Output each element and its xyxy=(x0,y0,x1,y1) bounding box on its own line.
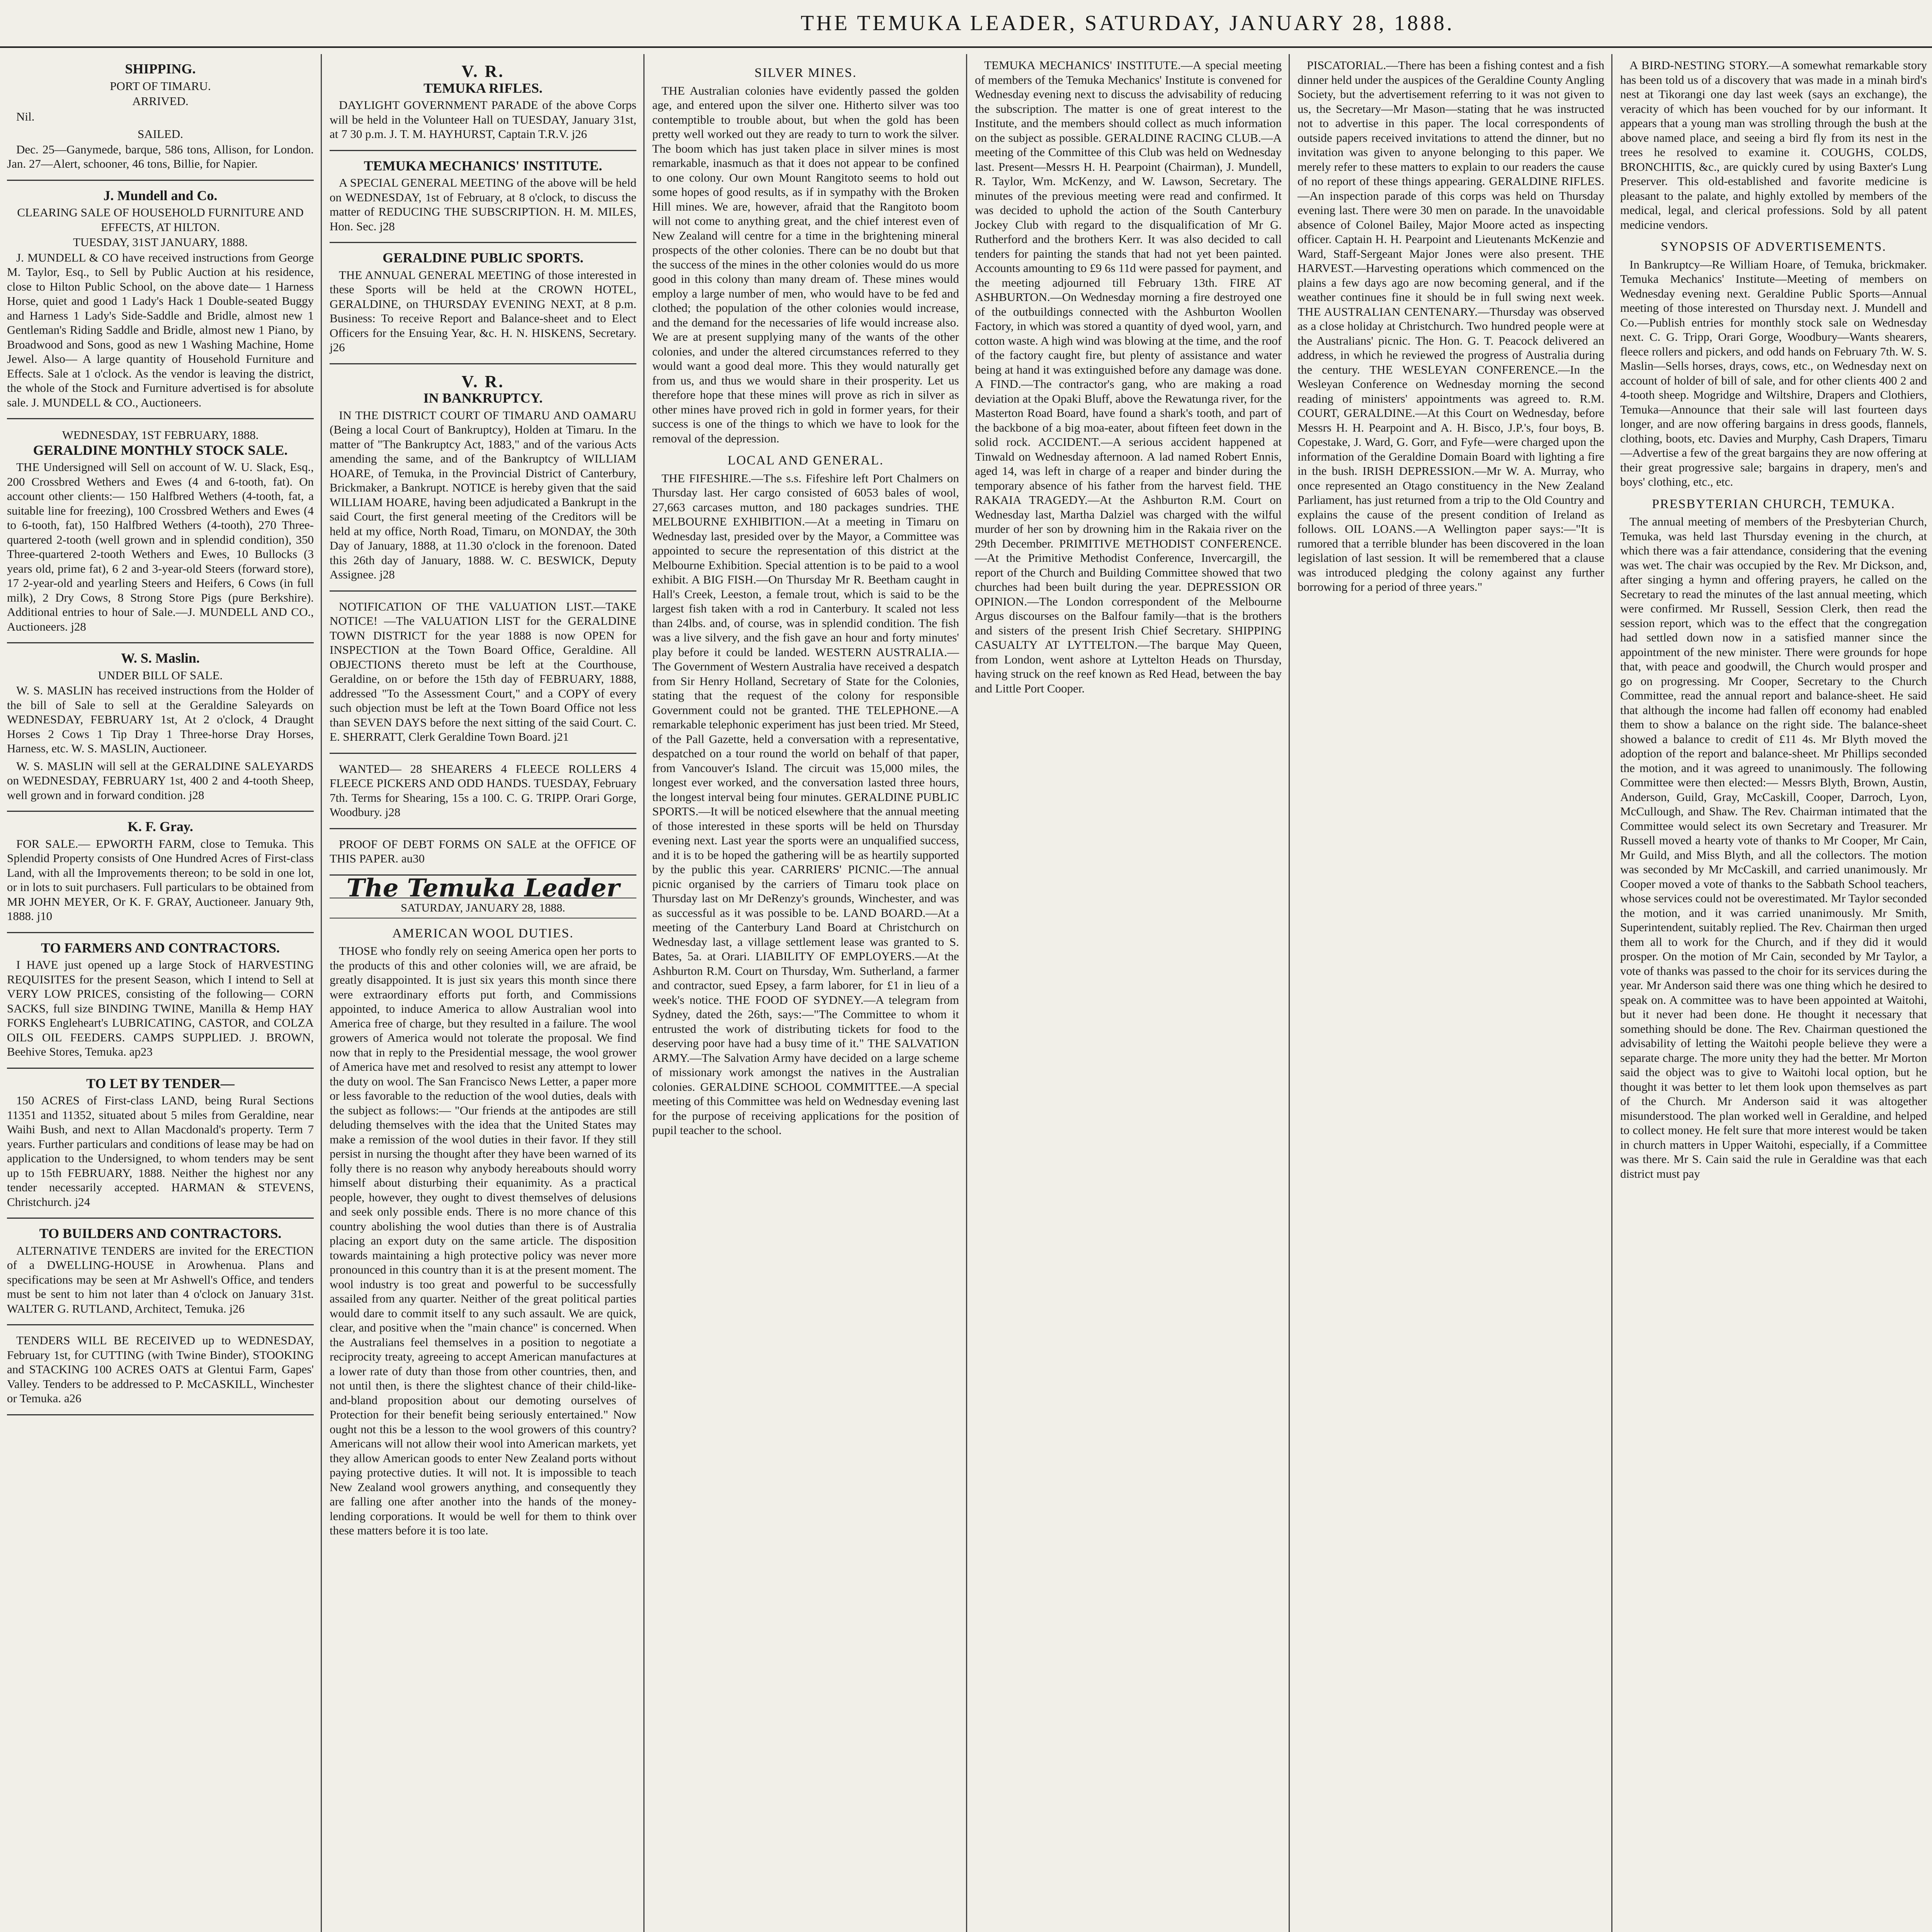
presby-body: The annual meeting of members of the Presbyterian Church, Temuka, was held last Thursday evening in the church, at which there was a fair attendance, considering that the evening was wet. The chair was occupied by the Rev. Mr Dickson, and, after singing a hymn and offering prayers, he called on the Secretary to read the minutes of the last annual meeting, which were confirmed. Mr Russell, Session Clerk, then read the session report, which was to the effect that the congregation had settled down now in a satisfied manner since the appointment of the new minister. There were grounds for hope that, with peace and goodwill, the Church would prosper and go on progressing. Mr Cooper, Secretary to the Church Committee, read the annual report and balance-sheet. He said that although the income had fallen off economy had enabled them to show a balance on the right side. The balance-sheet showed a balance to credit of £11 4s. Mr Blyth moved the adoption of the report and balance-sheet. Mr Phillips seconded the motion, and it was agreed to unanimously. The following Committee were then elected:— Messrs Blyth, Brown, Austin, Anderson, Guild, Gray, McCaskill, Cooper, Darroch, Lyon, McCullough, and Shaw. The Rev. Chairman intimated that the Committee would select its own Secretary and Treasurer. Mr Russell moved a hearty vote of thanks to Mr Cooper, Mr Cain, Mr Guild, and Miss Blyth, and all the collectors. The motion was seconded by Mr McCaskill, and carried unanimously. Mr Cooper moved a vote of thanks to the Sabbath School teachers, whose services could not be overestimated. Mr Taylor seconded the motion, and it was carried unanimously. Mr Smith, Superintendent, suitably replied. The Rev. Chairman then urged them all to work for the Church, and if they did it would prosper. On the motion of Mr Cain, seconded by Mr Taylor, a vote of thanks was passed to the choir for its services during the year. Mr Anderson said there was one thing which he desired to speak on. A committee was to have been appointed at Waitohi, but it never had been done. He thought it necessary that something should be done. The Rev. Chairman questioned the advisability of letting the Waitohi people believe they were a separate charge. The more unity they had the better. Mr Morton said the object was to give to Waitohi local option, but he thought it was better to let them look upon themselves as part of the Church. Mr Anderson said it was altogether misunderstood. The plan worked well in Geraldine, and helped to collect money. He felt sure that more interest would be taken in church matters in Upper Waitohi, especially, if a Committee was there. Mr S. Cain said the rule in Geraldine was that each district must pay xyxy=(1620,515,1927,1180)
arrived-label: ARRIVED. xyxy=(132,94,189,108)
col6-body: A BIRD-NESTING STORY.—A somewhat remarkable story has been told us of a discovery that was made in a minah bird's nest at Tikorangi one day last week (says an exchange), the veracity of which has been vouched for by our informant. It appears that a young man was strolling through the bush at the above named place, and seeing a bird fly from its nest in the trees he resolved to examine it. COUGHS, COLDS, BRONCHITIS, &c., are quickly cured by using Baxter's Lung Preserver. This old-established and favorite medicine is pleasant to the palate, and highly extolled by members of the medical, legal, and clerical professions. Sold by all patent medicine vendors. xyxy=(1620,58,1927,231)
paper-title: The Temuka Leader xyxy=(346,873,620,903)
maslin-ad xyxy=(7,647,314,812)
farmers-ad xyxy=(7,937,314,1069)
column-5 xyxy=(1291,58,1611,1932)
clearing-body: J. MUNDELL & CO have received instructions from George M. Taylor, Esq., to Sell by Public Auction at his residence, close to Hilton Public School, on the above date— 1 Harness Horse, quiet and good 1 Lady's Hack 1 Double-seated Buggy and Harness 1 Lady's Side-Saddle and Bridle, almost new 1 Gentleman's Riding Saddle and Bridle, almost new 1 Piano, by Broadwood and Sons, good as new 1 Washing Machine, Home Jewel. Also— A large quantity of Household Furniture and Effects. Sale at 1 o'clock. As the vendor is leaving the district, the whole of the Stock and Furniture advertised is for absolute sale. J. MUNDELL & CO., Auctioneers. xyxy=(7,250,314,409)
farmers-body: I HAVE just opened up a large Stock of HARVESTING REQUISITES for the present Season, which I intend to Sell at VERY LOW PRICES, consisting of the following— CORN SACKS, full size BINDING TWINE, Manilla & Hemp HAY FORKS Engleheart's LUBRICATING, CASTOR, and COLZA OILS OIL FEEDERS. CAMPS SUPPLIED. J. BROWN, Beehive Stores, Temuka. ap23 xyxy=(7,958,314,1058)
geraldine-title: GERALDINE MONTHLY STOCK SALE. xyxy=(33,442,288,458)
gray-body: FOR SALE.— EPWORTH FARM, close to Temuka. This Splendid Property consists of One Hundred Acres of First-class Land, with all the Improvements thereon; to be sold in one lot, or in lots to suit purchasers. Full particulars to be obtained from MR JOHN MEYER, Or K. F. GRAY, Auctioneer. January 9th, 1888. j10 xyxy=(7,837,314,923)
bankruptcy-ad xyxy=(330,368,636,592)
tolet-body: 150 ACRES of First-class LAND, being Rural Sections 11351 and 11352, situated about 5 miles from Geraldine, near Waihi Bush, and next to Allan Macdonald's property. Term 7 years. Further particulars and conditions of lease may be had on application to the Undersigned, to whom tenders may be sent up to 15th FEBRUARY, 1888. Neither the highest nor any tender necessarily accepted. HARMAN & STEVENS, Christchurch. j24 xyxy=(7,1094,314,1209)
maslin-title: W. S. Maslin. xyxy=(121,650,200,666)
column-4 xyxy=(968,58,1289,1932)
vr-mark: V. R. xyxy=(461,62,505,81)
shipping-section xyxy=(7,58,314,181)
valuation-ad xyxy=(330,595,636,754)
mundell-title: J. Mundell and Co. xyxy=(103,187,218,203)
institute-title: TEMUKA MECHANICS' INSTITUTE. xyxy=(364,158,602,173)
bankruptcy-body: IN THE DISTRICT COURT OF TIMARU AND OAMARU (Being a local Court of Bankruptcy), Holden at Timaru. In the matter of "The Bankruptcy Act, 1883," and of the various Acts amending the same, and of the Bankruptcy of WILLIAM HOARE, of Temuka, in the Provincial District of Canterbury, Brickmaker, a Bankrupt. NOTICE is hereby given that the said WILLIAM HOARE, having been adjudicated a Bankrupt in the said Court, the first general meeting of the Creditors will be held at my office, North Road, Timaru, on MONDAY, the 30th Day of January, 1888, at 11.30 o'clock in the forenoon. Dated this 26th day of January, 1888. W. C. BESWICK, Deputy Assignee. j28 xyxy=(330,408,636,581)
geraldine-stock-ad xyxy=(7,423,314,643)
geraldine-date: WEDNESDAY, 1ST FEBRUARY, 1888. xyxy=(62,428,259,442)
vr-mark-2: V. R. xyxy=(461,372,505,391)
rifles-title: TEMUKA RIFLES. xyxy=(423,80,543,96)
synopsis-title: SYNOPSIS OF ADVERTISEMENTS. xyxy=(1661,240,1886,254)
under-bill-title: UNDER BILL OF SALE. xyxy=(98,668,223,682)
bankruptcy-title: IN BANKRUPTCY. xyxy=(423,390,543,406)
maslin-body-1: W. S. MASLIN has received instructions from the Holder of the bill of Sale to sell at the Geraldine Saleyards on WEDNESDAY, FEBRUARY 1st, At 2 o'clock, 4 Draught Horses 2 Cows 1 Tip Dray 1 Three-horse Dray Horses, Harness, etc. W. S. MASLIN, Auctioneer. xyxy=(7,684,314,755)
silver-body: THE Australian colonies have evidently passed the golden age, and entered upon the silver one. Hitherto silver was too contemptible to trouble about, but when the gold has been pretty well worked out they are ready to turn to work the silver. The boom which has just taken place in silver mines is most remarkable, inasmuch as that it does not appear to be confined to one colony. Our own Mount Rangitoto seems to hold out some hopes of good results, as if in sympathy with the Broken Hill mines. We are, however, afraid that the Rangitoto boom will not come to anything great, and the chief interest even of New Zealand will centre for a time in the brightening mineral prospects of the other colonies. There can be no doubt but that the success of the mines in the other colonies would do us more good in this colony than many dream of. These mines would employ a large number of men, who would have to be fed and clothed; the population of the other colonies would increase, and the demand for the necessaries of life would increase also. We are at present supplying many of the wants of the other colonies, and under the altered circumstances referred to they would want a good deal more. This they would naturally get from us, and thus we would share in their prosperity. Let us therefore hope that these mines will prove as rich in silver as other mines have proved rich in gold in former years, for their success is one of the things to which we have to look for the removal of the depression. xyxy=(652,83,959,445)
paper-date: SATURDAY, JANUARY 28, 1888. xyxy=(330,898,636,918)
sailed-text: Dec. 25—Ganymede, barque, 586 tons, Allison, for London. Jan. 27—Alert, schooner, 46 tons, Billie, for Napier. xyxy=(7,142,314,170)
arrived-text: Nil. xyxy=(16,109,35,123)
col4-body: TEMUKA MECHANICS' INSTITUTE.—A special meeting of members of the Temuka Mechanics' Institute is convened for Wednesday evening next to discuss the advisability of reducing the subscription. The matter is one of great interest to the Institute, and the members should collect as much information on the subject as possible. GERALDINE RACING CLUB.—A meeting of the Committee of this Club was held on Wednesday last. Present—Messrs H. H. Pearpoint (Chairman), J. Mundell, R. Taylor, Wm. McKenzy, and W. Lawson, Secretary. The minutes of the previous meeting were read and confirmed. It was decided to uphold the action of the South Canterbury Jockey Club with regard to the disqualification of Mr G. Rutherford and the brothers Kerr. It was also decided to call tenders for painting the stands that had not yet been painted. Accounts amounting to £9 6s 11d were passed for payment, and the meeting adjourned till February 13th. FIRE AT ASHBURTON.—On Wednesday morning a fire destroyed one of the outbuildings connected with the Ashburton Woollen Factory, in which was stored a quantity of dyed wool, yarn, and cotton waste. A high wind was blowing at the time, and the roof of the factory caught fire, but plenty of assistance and water being at hand it was extinguished before any damage was done. A FIND.—The contractor's gang, who are making a road deviation at the Opaki Bluff, above the Rewatunga river, for the Masterton Road Board, have found a shark's tooth, and part of the backbone of a big moa-eater, about fifteen feet down in the solid rock. ACCIDENT.—A serious accident happened at Tinwald on Wednesday afternoon. A lad named Robert Ennis, aged 14, was left in charge of a reaper and binder during the temporary absence of his father from the harvest field. THE RAKAIA TRAGEDY.—At the Ashburton R.M. Court on Wednesday last, Martha Dalziel was charged with the wilful murder of her son by drowning him in the Rakaia river on the 29th December. PRIMITIVE METHODIST CONFERENCE.—At the Primitive Methodist Conference, Invercargill, the report of the Church and Building Committee showed that two churches had been built during the year. DEPRESSION OR OPINION.—The London correspondent of the Melbourne Argus discourses on the Balfour family—that is the brothers and sisters of the present Irish Chief Secretary. SHIPPING CASUALTY AT LYTTELTON.—The barque May Queen, from London, went ashore at Lyttelton Heads on Thursday, having struck on the reef known as Red Head, between the bay and Little Port Cooper. xyxy=(975,58,1282,695)
column-rule xyxy=(643,54,645,1932)
maslin-body-2: W. S. MASLIN will sell at the GERALDINE SALEYARDS on WEDNESDAY, FEBRUARY 1st, 400 2 and 4-tooth Sheep, well grown and in forward condition. j28 xyxy=(7,759,314,802)
column-rule xyxy=(1289,54,1290,1932)
farmers-title: TO FARMERS AND CONTRACTORS. xyxy=(41,940,280,956)
silver-title: SILVER MINES. xyxy=(754,66,857,80)
geraldine-body: THE Undersigned will Sell on account of W. U. Slack, Esq., 200 Crossbred Wethers and Ewes (4 and 6-tooth, fat). On account other clients:— 150 Halfbred Wethers (4-tooth, fat, a suitable line for freezing), 100 Crossbred Wethers and Ewes (4 to 6-tooth, fat), 150 Halfbred Wethers (4-tooth), 270 Three-quartered 2-tooth (well grown and in splendid condition), 350 Three-quartered 2-tooth Wethers and Ewes, 10 Bullocks (3 years old, prime fat), 6 2 and 3-year-old Steers (forward store), 17 2-year-old and yearling Steers and Heifers, 6 Cows (in full milk), 2 Dry Cows, 8 Strong Store Pigs (pure Berkshire). Additional entries to hour of Sale.—J. MUNDELL AND CO., Auctioneers. j28 xyxy=(7,460,314,633)
tenders-body: TENDERS WILL BE RECEIVED up to WEDNESDAY, February 1st, for CUTTING (with Twine Binder), STOOKING and STACKING 100 ACRES OATS at Glentui Farm, Gapes' Valley. Tenders to be addressed to P. McCASKILL, Winchester or Temuka. a26 xyxy=(7,1333,314,1405)
masthead xyxy=(0,0,1932,48)
wanted-body: WANTED— 28 SHEARERS 4 FLEECE ROLLERS 4 FLEECE PICKERS AND ODD HANDS. TUESDAY, February 7th. Terms for Shearing, 15s a 100. C. G. TRIPP. Orari Gorge, Woodbury. j28 xyxy=(330,762,636,819)
gray-ad xyxy=(7,816,314,933)
presby-title: PRESBYTERIAN CHURCH, TEMUKA. xyxy=(1652,497,1895,511)
institute-ad xyxy=(330,155,636,243)
proof-ad xyxy=(330,833,636,876)
sports-body: THE ANNUAL GENERAL MEETING of those interested in these Sports will be held at the CROWN HOTEL, GERALDINE, on THURSDAY EVENING NEXT, at 8 p.m. Business: To receive Report and Balance-sheet and to Elect Officers for the Ensuing Year, &c. H. N. HISKENS, Secretary. j26 xyxy=(330,268,636,354)
clearing-title: CLEARING SALE OF HOUSEHOLD FURNITURE AND EFFECTS, AT HILTON. xyxy=(17,206,304,234)
wanted-ad xyxy=(330,758,636,829)
mundell-ad xyxy=(7,185,314,420)
column-rule xyxy=(966,54,967,1932)
shipping-title: SHIPPING. xyxy=(125,61,196,77)
gray-title: K. F. Gray. xyxy=(128,819,193,834)
tolet-ad xyxy=(7,1073,314,1219)
column-6 xyxy=(1613,58,1932,1932)
column-rule xyxy=(321,54,322,1932)
sports-ad xyxy=(330,247,636,364)
wool-title: AMERICAN WOOL DUTIES. xyxy=(392,926,574,940)
institute-body: A SPECIAL GENERAL MEETING of the above will be held on WEDNESDAY, 1st of February, at 8 o'clock, to discuss the matter of REDUCING THE SUBSCRIPTION. H. M. MILES, Hon. Sec. j28 xyxy=(330,176,636,233)
col5-body: PISCATORIAL.—There has been a fishing contest and a fish dinner held under the auspices of the Geraldine County Angling Society, but the advertisement referring to it was not given to us, the Secretary—Mr Mason—stating that he was instructed not to advertise in this paper. The local correspondents of outside papers received invitations to attend the dinner, but no invitation was given to anyone belonging to this paper. We merely refer to these matters to explain to our readers the cause of no report of these things appearing. GERALDINE RIFLES.—An inspection parade of this corps was held on Thursday evening last. There were 30 men on parade. In the unavoidable absence of Colonel Bailey, Major Moore acted as inspecting officer. Captain H. H. Pearpoint and Lieutenants McKenzie and Ward, Staff-Sergeant Major Jones were also present. THE HARVEST.—Harvesting operations which commenced on the plains a few days ago are now becoming general, and if the weather continues fine it should be in full swing next week. THE AUSTRALIAN CENTENARY.—Thursday was observed as a close holiday at Christchurch. Two hundred people were at the Australians' picnic. The Hon. G. T. Peacock delivered an address, in which he reviewed the progress of Australia during the century. THE WESLEYAN CONFERENCE.—In the Wesleyan Conference on Wednesday morning the second reading of ministers' appointments was agreed to. R.M. COURT, GERALDINE.—At this Court on Wednesday, before Messrs H. H. Pearpoint and A. H. Bisco, J.P.'s, four boys, B. Copestake, J. Ward, G. Gorr, and Fyfe—were charged upon the information of the Geraldine Domain Board with lighting a fire in the bush. IRISH DEPRESSION.—Mr W. A. Murray, who once represented an Otago constituency in the New Zealand Parliament, has just returned from a trip to the Old Country and explains the cause of the present condition of Ireland as follows. OIL LOANS.—A Wellington paper says:—"It is rumored that a terrible blunder has been discovered in the loan legislation of last session. It will be remembered that a clause was introduced pledging the colony against any further borrowing for a period of three years." xyxy=(1298,58,1604,594)
builders-body: ALTERNATIVE TENDERS are invited for the ERECTION of a DWELLING-HOUSE in Arowhenua. Plans and specifications may be seen at Mr Ashwell's Office, and tenders must be sent to him not later than 4 o'clock on January 31st. WALTER G. RUTLAND, Architect, Temuka. j26 xyxy=(7,1243,314,1315)
sailed-label: SAILED. xyxy=(138,127,183,141)
sports-title: GERALDINE PUBLIC SPORTS. xyxy=(383,250,583,265)
rifles-body: DAYLIGHT GOVERNMENT PARADE of the above Corps will be held in the Volunteer Hall on TUESDAY, January 31st, at 7 30 p.m. J. T. M. HAYHURST, Captain T.R.V. j26 xyxy=(330,98,636,141)
column-3 xyxy=(645,58,966,1932)
clearing-date: TUESDAY, 31ST JANUARY, 1888. xyxy=(73,235,248,249)
column-1 xyxy=(0,58,321,1932)
rifles-ad xyxy=(330,58,636,151)
valuation-body: NOTIFICATION OF THE VALUATION LIST.—TAKE NOTICE! —The VALUATION LIST for the GERALDINE TOWN DISTRICT for the year 1888 is now OPEN for INSPECTION at the Town Board Office, Geraldine. All OBJECTIONS thereto must be left at the Courthouse, Geraldine, on or before the 15th day of FEBRUARY, 1888, addressed "To the Assessment Court," and a COPY of every such objection must be left at the Town Board Office not less than SEVEN DAYS before the next sitting of the said Court. C. E. SHERRATT, Clerk Geraldine Town Board. j21 xyxy=(330,599,636,743)
wool-body: THOSE who fondly rely on seeing America open her ports to the products of this and other colonies will, we are afraid, be greatly disappointed. It is just six years this month since there were extraordinary efforts put forth, and Commissions appointed, to induce America to allow Australian wool into America free of charge, but they resulted in a failure. The wool growers of America would not tolerate the proposal. We find now that in reply to the Presidential message, the wool grower of America have met and resolved to resist any attempt to lower the duty on wool. The San Francisco News Letter, a paper more or less favorable to the reduction of the wool duties, deals with the subject as follows:— "Our friends at the antipodes are still deluding themselves with the idea that the United States may make a remission of the wool duties in their favor. If they still persist in nursing the thought after they have been warned of its folly there is no reason why anybody hereabouts should worry himself about disturbing their equanimity. As a practical people, however, they ought to divest themselves of delusions and seek only possible ends. There is no more chance of this country abolishing the wool duties than there is of Australia placing an export duty on the same article. The disposition towards maintaining a high protective policy was never more pronounced in this country than it is at the present moment. The wool industry is too great and powerful to be successfully assailed from any quarter. Neither of the great political parties would dare to commit itself to any such assault. We are quick, clear, and positive when the "main chance" is concerned. When the Australians feel themselves in a position to negotiate a reciprocity treaty, agreeing to accept American manufactures at a lower rate of duty than those from other countries, then, and not until then, is there the slightest chance of their child-like-and-bland proposition about our demoting ourselves of Protection for their benefit being seriously entertained." Now ought not this be a lesson to the wool growers of this country? Americans will not allow their wool into American markets, yet they allow American goods to enter New Zealand ports without paying protective duties. It will not. It is impossible to teach New Zealand wool growers anything, and consequently they are falling one after another into the hands of the money-lending corporations. It would be well for them to think over these matters before it is too late. xyxy=(330,944,636,1537)
local-title: LOCAL AND GENERAL. xyxy=(728,453,884,468)
builders-title: TO BUILDERS AND CONTRACTORS. xyxy=(39,1226,282,1241)
tenders-ad xyxy=(7,1329,314,1415)
port-title: PORT OF TIMARU. xyxy=(110,79,211,93)
column-2 xyxy=(323,58,643,1932)
builders-ad xyxy=(7,1223,314,1325)
tolet-title: TO LET BY TENDER— xyxy=(86,1075,235,1091)
proof-body: PROOF OF DEBT FORMS ON SALE at the OFFICE OF THIS PAPER. au30 xyxy=(330,837,636,865)
column-rule xyxy=(1611,54,1612,1932)
synopsis-body: In Bankruptcy—Re William Hoare, of Temuka, brickmaker. Temuka Mechanics' Institute—Meeting of members on Wednesday evening next. Geraldine Public Sports—Annual meeting of those interested on Thursday next. J. Mundell and Co.—Publish entries for monthly stock sale on Wednesday next. C. G. Tripp, Orari Gorge, Woodbury—Wants shearers, fleece rollers and pickers, and odd hands on February 7th. W. S. Maslin—Sells horses, drays, cows, etc., on Wednesday next on account of holder of bill of sale, and for other clients 400 2 and 4-tooth sheep. Mogridge and Wiltshire, Drapers and Clothiers, Temuka—Announce that their sale will last fourteen days longer, and are now offering bargains in dress goods, flannels, clothing, boots, etc. Davies and Murphy, Cash Drapers, Timaru—Advertise a few of the great bargains they are now offering at their great progressive sale; bargains in drapery, men's and boys' clothing, etc., etc. xyxy=(1620,257,1927,488)
local-body: THE FIFESHIRE.—The s.s. Fifeshire left Port Chalmers on Thursday last. Her cargo consisted of 6053 bales of wool, 27,663 carcases mutton, and 180 packages sundries. THE MELBOURNE EXHIBITION.—At a meeting in Timaru on Wednesday last, presided over by the Mayor, a Committee was appointed to secure the representation of this district at the Melbourne Exhibition. Special attention is to be paid to a wool exhibit. A BIG FISH.—On Thursday Mr R. Beetham caught in Hall's Creek, Leeston, a female trout, which is said to be the largest fish taken with a rod in Canterbury. It scaled not less than 24lbs. and, of course, was in splendid condition. The fish was a live silvery, and the fish gave an hour and forty minutes' play before it could be landed. WESTERN AUSTRALIA.—The Government of Western Australia have received a despatch from Sir Henry Holland, Secretary of State for the Colonies, stating that the request of the colony for responsible Government could not be granted. THE TELEPHONE.—A remarkable telephonic experiment has just been tried. Mr Steed, of the Pall Gazette, held a conversation with a representative, despatched on a tour round the world on behalf of that paper, from Vancouver's Island. The circuit was 15,000 miles, the longest ever worked, and the conversation lasted three hours, the longest interval being four minutes. GERALDINE PUBLIC SPORTS.—It will be noticed elsewhere that the annual meeting of those interested in these sports will be held on Thursday evening next. Last year the sports were an unqualified success, and it is to be hoped the gathering will be as heartily supported by the public this year. CARRIERS' PICNIC.—The annual picnic organised by the carriers of Timaru took place on Thursday last on Mr DeRenzy's grounds, Winchester, and was as successful as it was possible to be. LAND BOARD.—At a meeting of the Canterbury Land Board at Christchurch on Wednesday last, a village settlement lease was granted to S. Bates, 5a. at Orari. LIABILITY OF EMPLOYERS.—At the Ashburton R.M. Court on Thursday, Wm. Sutherland, a farmer and contractor, sued Epsey, a farm laborer, for £1 in lieu of a week's notice. THE FOOD OF SYDNEY.—A telegram from Sydney, dated the 26th, says:—"The Committee to whom it entrusted the work of distributing tickets for food to the deserving poor have had a busy time of it." THE SALVATION ARMY.—The Salvation Army have decided on a large scheme of missionary work amongst the natives in the Australian colonies. GERALDINE SCHOOL COMMITTEE.—A special meeting of this Committee was held on Wednesday evening last for the purpose of receiving applications for the position of pupil teacher to the school. xyxy=(652,471,959,1137)
masthead-title: THE TEMUKA LEADER, SATURDAY, JANUARY 28, 1888. xyxy=(801,11,1454,35)
